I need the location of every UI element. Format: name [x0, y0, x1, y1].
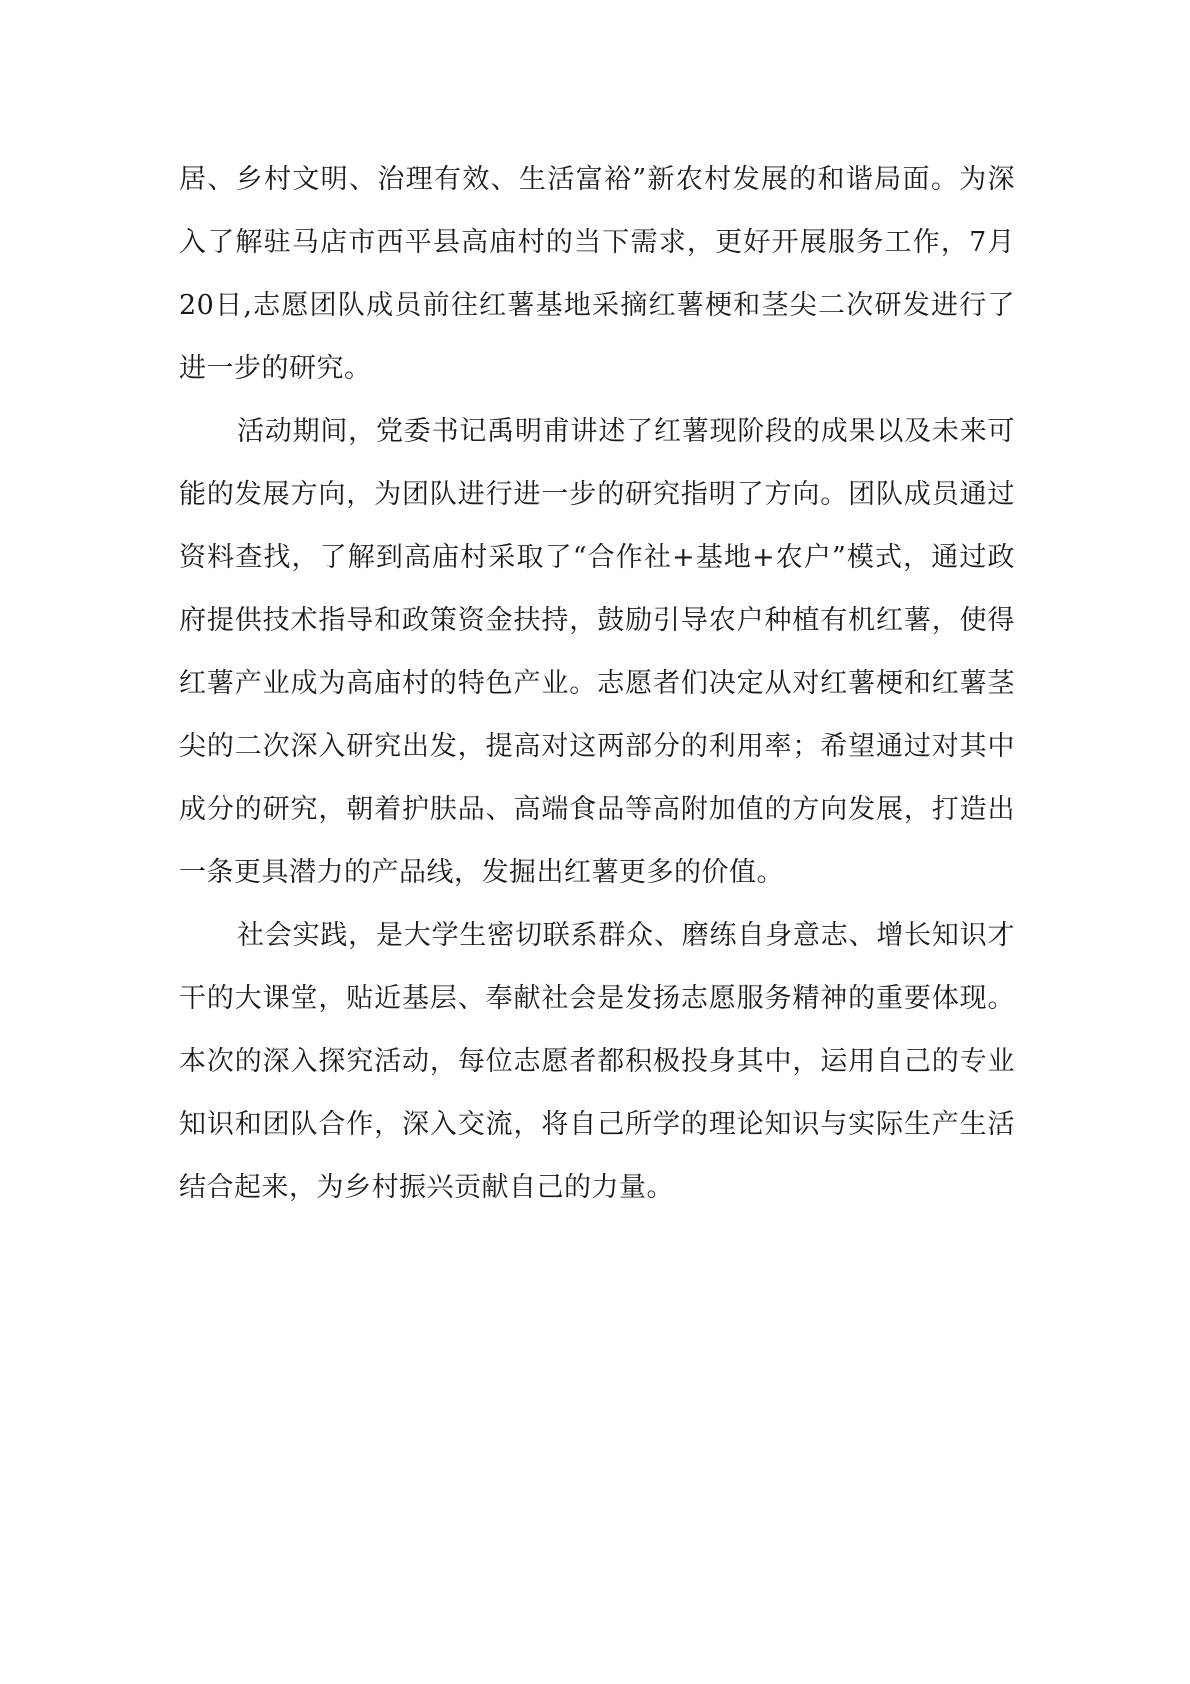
- text-line: 活动期间，党委书记禹明甫讲述了红薯现阶段的成果以及未来可: [237, 416, 1015, 447]
- text-line: 能的发展方向，为团队进行进一步的研究指明了方向。团队成员通过: [179, 479, 1015, 510]
- text-line: 府提供技术指导和政策资金扶持，鼓励引导农户种植有机红薯，使得: [179, 605, 1015, 636]
- paragraph-2: [179, 400, 1015, 904]
- text-line: 本次的深入探究活动，每位志愿者都积极投身其中，运用自己的专业: [179, 1046, 1015, 1077]
- text-line: 成分的研究，朝着护肤品、高端食品等高附加值的方向发展，打造出: [179, 794, 1015, 825]
- text-line: 进一步的研究。: [179, 353, 372, 384]
- text-line: 尖的二次深入研究出发，提高对这两部分的利用率；希望通过对其中: [179, 731, 1015, 762]
- text-line: 红薯产业成为高庙村的特色产业。志愿者们决定从对红薯梗和红薯茎: [179, 668, 1015, 699]
- text-line: 一条更具潜力的产品线，发掘出红薯更多的价值。: [179, 857, 784, 888]
- text-line: 居、乡村文明、治理有效、生活富裕”新农村发展的和谐局面。为深: [179, 164, 1015, 195]
- paragraph-1: [179, 148, 1015, 400]
- text-line: 入了解驻马店市西平县高庙村的当下需求，更好开展服务工作，7月: [179, 227, 1015, 258]
- text-line: 干的大课堂，贴近基层、奉献社会是发扬志愿服务精神的重要体现。: [179, 983, 1015, 1014]
- text-line: 20日,志愿团队成员前往红薯基地采摘红薯梗和茎尖二次研发进行了: [179, 290, 1015, 321]
- text-line: 资料查找，了解到高庙村采取了“合作社+基地+农户”模式，通过政: [179, 542, 1015, 573]
- document-body: [179, 148, 1015, 1219]
- paragraph-3: [179, 904, 1015, 1219]
- text-line: 知识和团队合作，深入交流，将自己所学的理论知识与实际生产生活: [179, 1109, 1015, 1140]
- text-line: 结合起来，为乡村振兴贡献自己的力量。: [179, 1172, 674, 1203]
- text-line: 社会实践，是大学生密切联系群众、磨练自身意志、增长知识才: [237, 920, 1015, 951]
